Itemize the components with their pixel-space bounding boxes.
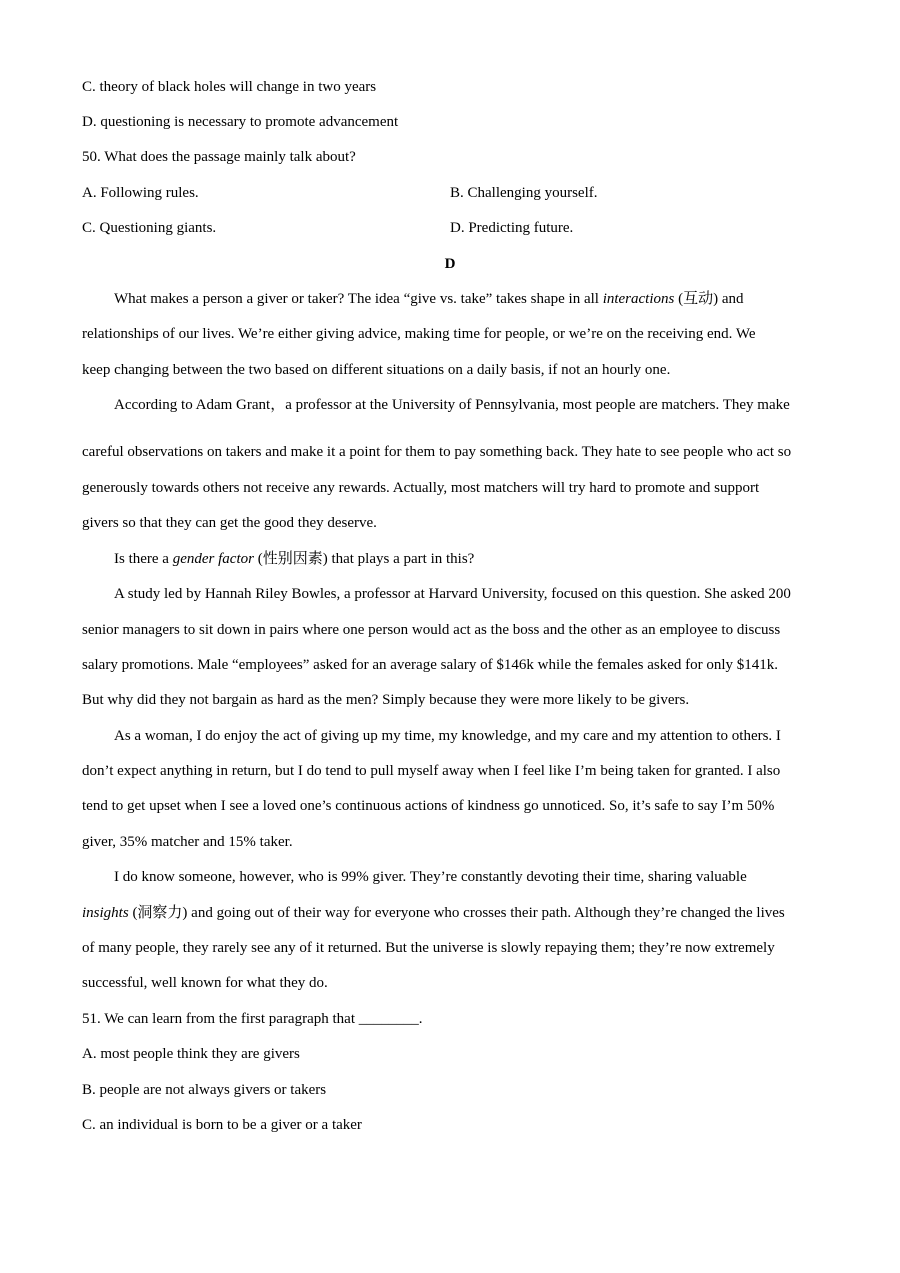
q51-option-a: A. most people think they are givers [82,1046,300,1062]
q50-option-c: C. Questioning giants. [82,220,217,236]
p1-text-post: (互动) and [674,291,744,307]
p1-term-interactions: interactions [602,291,675,307]
q51-question: 51. We can learn from the first paragraph that ________. [82,1011,423,1027]
q50-option-d: D. Predicting future. [450,220,574,236]
passage-p6-line4: successful, well known for what they do. [82,975,328,991]
p1-text-pre: What makes a person a giver or taker? The idea “give vs. take” takes shape in all [114,291,603,307]
p6-text-post: (洞察力) and going out of their way for everyone who crosses their path. Although they’re changed the lives [128,905,785,921]
p3-text-pre: Is there a [114,551,173,567]
passage-p4-line4: But why did they not bargain as hard as the men? Simply because they were more likely to be givers. [82,692,690,708]
q51-option-c: C. an individual is born to be a giver or a taker [82,1117,362,1133]
passage-p6-line2 [82,903,785,923]
passage-p3 [114,549,474,569]
q50-option-b: B. Challenging yourself. [450,185,598,201]
passage-p5-line4: giver, 35% matcher and 15% taker. [82,834,293,850]
p3-text-post: (性别因素) that plays a part in this? [253,551,475,567]
passage-p6-line3: of many people, they rarely see any of it returned. But the universe is slowly repaying them; they’re now extremely [82,940,775,956]
section-title: D [444,256,456,272]
passage-p4-line1: A study led by Hannah Riley Bowles, a professor at Harvard University, focused on this question. She asked 200 [114,586,791,602]
passage-p2-line2: careful observations on takers and make it a point for them to pay something back. They hate to see people who act so [82,444,792,460]
p6-term-insights: insights [82,905,129,921]
passage-p1-line2: relationships of our lives. We’re either giving advice, making time for people, or we’re on the receiving end. We [82,326,756,342]
passage-p1-line3: keep changing between the two based on different situations on a daily basis, if not an hourly one. [82,362,671,378]
passage-p2-line3: generously towards others not receive any rewards. Actually, most matchers will try hard to promote and support [82,480,760,496]
passage-p2-line1: According to Adam Grant，a professor at the University of Pennsylvania, most people are matchers. They make [114,397,790,413]
passage-p1-line1 [114,289,744,309]
q49-option-c: C. theory of black holes will change in two years [82,79,377,95]
q50-question: 50. What does the passage mainly talk about? [82,149,356,165]
q50-option-a: A. Following rules. [82,185,199,201]
passage-p4-line2: senior managers to sit down in pairs where one person would act as the boss and the other as an employee to discuss [82,622,781,638]
passage-p6-line1: I do know someone, however, who is 99% giver. They’re constantly devoting their time, sharing valuable [114,869,747,885]
passage-p5-line1: As a woman, I do enjoy the act of giving up my time, my knowledge, and my care and my attention to others. I [114,728,781,744]
q49-option-d: D. questioning is necessary to promote advancement [82,114,399,130]
passage-p2-line4: givers so that they can get the good they deserve. [82,515,377,531]
q51-option-b: B. people are not always givers or takers [82,1082,327,1098]
passage-p5-line2: don’t expect anything in return, but I do tend to pull myself away when I feel like I’m being taken for granted. I also [82,763,781,779]
p3-term-gender-factor: gender factor [172,551,254,567]
passage-p5-line3: tend to get upset when I see a loved one’s continuous actions of kindness go unnoticed. So, it’s safe to say I’m 50% [82,798,775,814]
passage-p4-line3: salary promotions. Male “employees” asked for an average salary of $146k while the females asked for only $141k. [82,657,779,673]
